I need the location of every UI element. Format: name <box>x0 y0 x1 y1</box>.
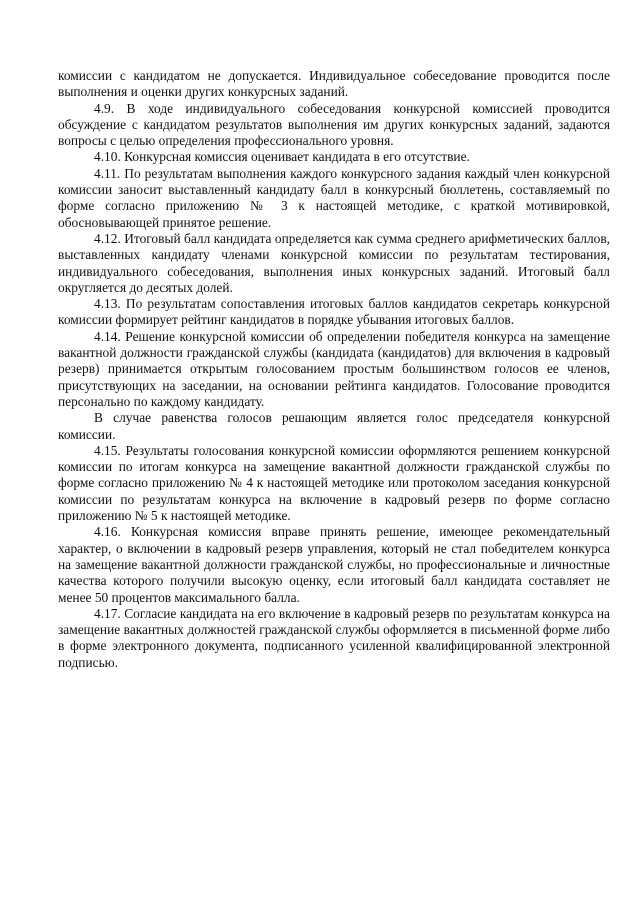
paragraph-tie-vote: В случае равенства голосов решающим является голос председателя конкурсной комиссии. <box>58 410 610 442</box>
paragraph-4-17: 4.17. Согласие кандидата на его включение в кадровый резерв по результатам конкурса на замещение вакантных должностей гражданской службы оформляется в письменной форме либо в форме электронного документа, подписанного усиленной квалифицированной электронной подписью. <box>58 605 610 670</box>
paragraph-4-16: 4.16. Конкурсная комиссия вправе принять решение, имеющее рекомендательный характер, о включении в кадровый резерв управления, который не стал победителем конкурса на замещение вакантной должности гражданской службы, но профессиональные и личностные качества которого получили высокую оценку, если итоговый балл кандидата составляет не менее 50 процентов максимального балла. <box>58 524 610 605</box>
paragraph-4-12: 4.12. Итоговый балл кандидата определяется как сумма среднего арифметических баллов, выставленных кандидату членами конкурсной комиссии по результатам тестирования, индивидуального собеседования, выполнения иных конкурсных заданий. Итоговый балл округляется до десятых долей. <box>58 230 610 295</box>
paragraph-4-9: 4.9. В ходе индивидуального собеседования конкурсной комиссией проводится обсуждение с кандидатом результатов выполнения им других конкурсных заданий, задаются вопросы с целью определения профессионального уровня. <box>58 100 610 149</box>
paragraph-4-13: 4.13. По результатам сопоставления итоговых баллов кандидатов секретарь конкурсной комиссии формирует рейтинг кандидатов в порядке убывания итоговых баллов. <box>58 296 610 328</box>
paragraph-4-15: 4.15. Результаты голосования конкурсной комиссии оформляются решением конкурсной комиссии по итогам конкурса на замещение вакантной должности гражданской службы по форме согласно приложению № 4 к настоящей методике или протоколом заседания конкурсной комиссии по результатам конкурса на включение в кадровый резерв по форме согласно приложению № 5 к настоящей методике. <box>58 442 610 524</box>
paragraph-4-14: 4.14. Решение конкурсной комиссии об определении победителя конкурса на замещение вакантной должности гражданской службы (кандидата (кандидатов) для включения в кадровый резерв) принимается открытым голосованием простым большинством голосов ее членов, присутствующих на заседании, на основании рейтинга кандидатов. Голосование проводится персонально по каждому кандидату. <box>58 328 610 409</box>
paragraph-4-11: 4.11. По результатам выполнения каждого конкурсного задания каждый член конкурсной комиссии заносит выставленный кандидату балл в конкурсный бюллетень, составляемый по форме согласно приложению № 3 к настоящей методике, с краткой мотивировкой, обосновывающей принятое решение. <box>58 165 610 230</box>
paragraph-4-10: 4.10. Конкурсная комиссия оценивает кандидата в его отсутствие. <box>94 149 470 165</box>
paragraph-continuation: комиссии с кандидатом не допускается. Индивидуальное собеседование проводится после выполнения и оценки других конкурсных заданий. <box>58 68 610 100</box>
document-page <box>58 68 610 671</box>
